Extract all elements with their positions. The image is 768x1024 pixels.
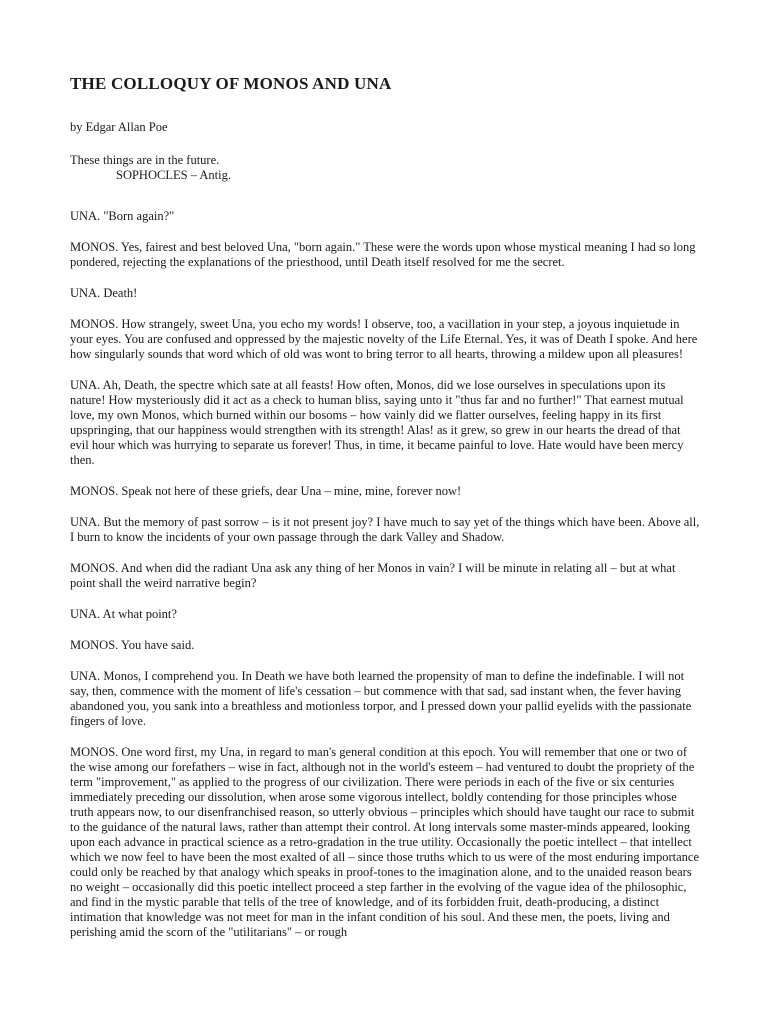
document-page — [70, 74, 702, 956]
paragraph: MONOS. Yes, fairest and best beloved Una, "born again." These were the words upon whose mystical meaning I had so long pondered, rejecting the explanations of the priesthood, until Death itself resolved for me the secret. — [70, 240, 696, 269]
paragraph: UNA. But the memory of past sorrow – is it not present joy? I have much to say yet of the things which have been. Above all, I burn to know the incidents of your own passage through the dark Valley and Shadow. — [70, 515, 700, 544]
paragraph: MONOS. One word first, my Una, in regard to man's general condition at this epoch. You will remember that one or two of the wise among our forefathers – wise in fact, although not in the world's esteem – had ventured to doubt the propriety of the term "improvement," as applied to the progress of our civilization. There were periods in each of the five or six centuries immediately preceding our dissolution, when arose some vigorous intellect, boldly contending for those principles whose truth appears now, to our disenfranchised reason, so utterly obvious – principles which should have taught our race to submit to the guidance of the natural laws, rather than attempt their control. At long intervals some master-minds appeared, looking upon each advance in practical science as a retro-gradation in the true utility. Occasionally the poetic intellect – that intellect which we now feel to have been the most exalted of all – since those truths which to us were of the most enduring importance could only be reached by that analogy which speaks in proof-tones to the imagination alone, and to the unaided reason bears no weight – occasionally did this poetic intellect proceed a step farther in the evolving of the vague idea of the philosophic, and find in the mystic parable that tells of the tree of knowledge, and of its forbidden fruit, death-producing, a distinct intimation that knowledge was not meet for man in the infant condition of his soul. And these men, the poets, living and perishing amid the scorn of the "utilitarians" – or rough — [70, 745, 699, 939]
paragraph: UNA. Death! — [70, 286, 138, 300]
epigraph-attribution: SOPHOCLES – Antig. — [116, 168, 231, 182]
paragraph: MONOS. Speak not here of these griefs, dear Una – mine, mine, forever now! — [70, 484, 462, 498]
epigraph-text: These things are in the future. — [70, 153, 220, 167]
paragraph: UNA. Ah, Death, the spectre which sate at all feasts! How often, Monos, did we lose ourselves in speculations upon its nature! How mysteriously did it act as a check to human bliss, saying unto it "thus far and no further!" That earnest mutual love, my own Monos, which burned within our bosoms – how vainly did we flatter ourselves, feeling happy in its first upspringing, that our happiness would strengthen with its strength! Alas! as it grew, so grew in our hearts the dread of that evil hour which was hurrying to separate us forever! Thus, in time, it became painful to love. Hate would have been mercy then. — [70, 378, 684, 467]
epigraph — [70, 153, 702, 183]
document-title: THE COLLOQUY OF MONOS AND UNA — [70, 74, 392, 93]
paragraph: UNA. At what point? — [70, 607, 177, 621]
document-byline: by Edgar Allan Poe — [70, 120, 168, 134]
paragraph: MONOS. You have said. — [70, 638, 195, 652]
paragraph: UNA. Monos, I comprehend you. In Death we have both learned the propensity of man to define the indefinable. I will not say, then, commence with the moment of life's cessation – but commence with that sad, sad instant when, the fever having abandoned you, you sank into a breathless and motionless torpor, and I pressed down your pallid eyelids with the passionate fingers of love. — [70, 669, 692, 728]
paragraph: UNA. "Born again?" — [70, 209, 175, 223]
paragraph: MONOS. How strangely, sweet Una, you echo my words! I observe, too, a vacillation in your step, a joyous inquietude in your eyes. You are confused and oppressed by the majestic novelty of the Life Eternal. Yes, it was of Death I spoke. And here how singularly sounds that word which of old was wont to bring terror to all hearts, throwing a mildew upon all pleasures! — [70, 317, 698, 361]
paragraph: MONOS. And when did the radiant Una ask any thing of her Monos in vain? I will be minute in relating all – but at what point shall the weird narrative begin? — [70, 561, 676, 590]
